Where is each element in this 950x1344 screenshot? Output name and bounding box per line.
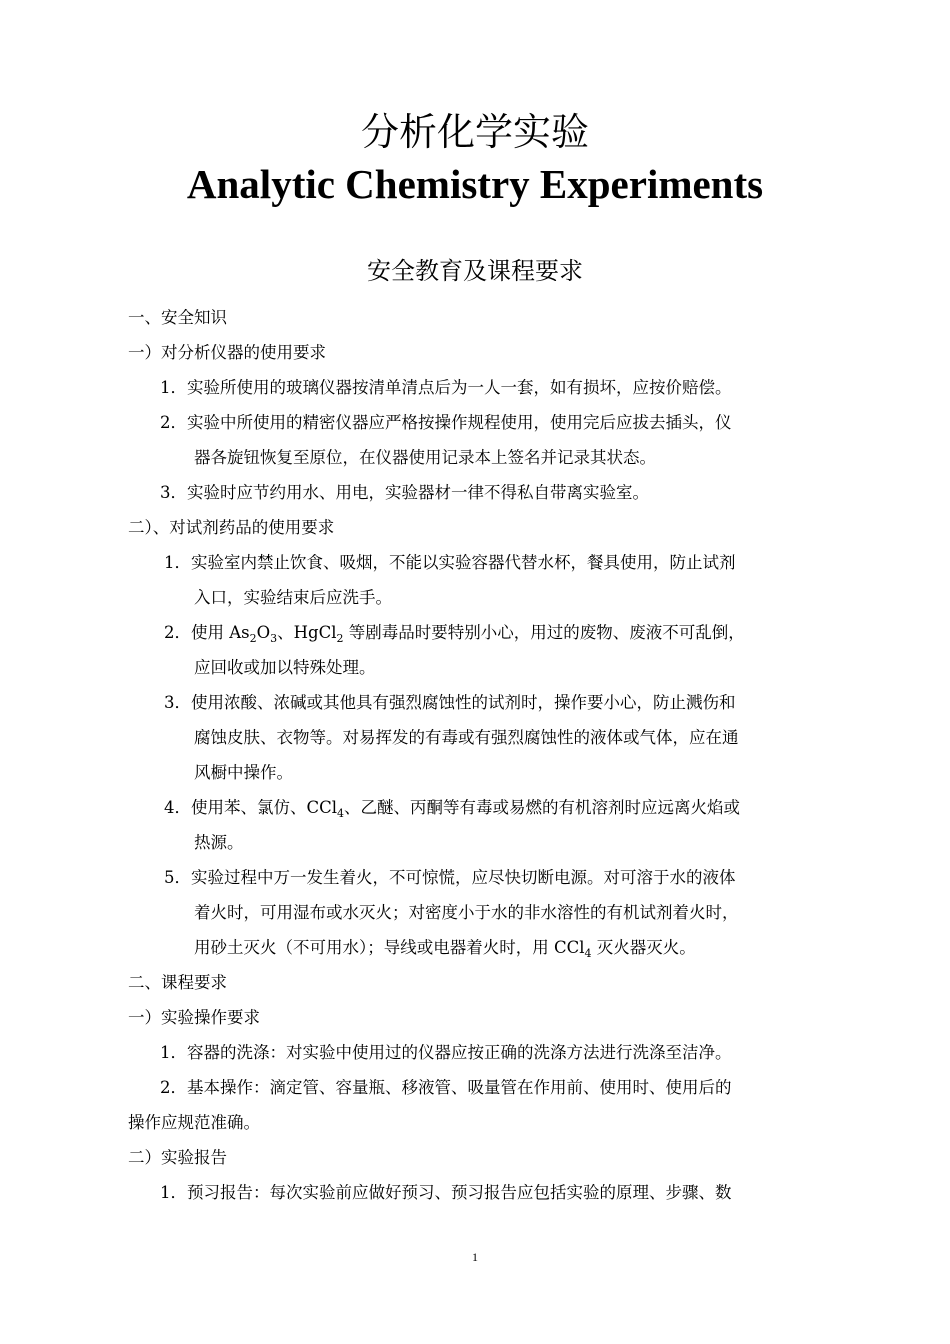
heading-instrument-requirements: 一）对分析仪器的使用要求 [128,343,326,362]
list-item-continuation: 应回收或加以特殊处理。 [194,658,376,677]
list-item: 1．实验室内禁止饮食、吸烟，不能以实验容器代替水杯，餐具使用，防止试剂 [164,553,736,572]
list-item-continuation: 风橱中操作。 [194,763,293,782]
list-item: 1．容器的洗涤：对实验中使用过的仪器应按正确的洗涤方法进行洗涤至洁净。 [160,1043,732,1062]
document-title-chinese: 分析化学实验 [360,110,589,154]
document-title-english: Analytic Chemistry Experiments [186,161,764,207]
heading-experiment-report: 二）实验报告 [128,1148,227,1167]
formula-hgcl2: 、HgCl$_2$ [277,623,344,645]
list-item: 2．基本操作：滴定管、容量瓶、移液管、吸量管在作用前、使用时、使用后的 [160,1078,732,1097]
page-number: 1 [472,1250,478,1264]
list-item-continuation-with-formula: 用砂土灭火（不可用水）；导线或电器着火时，用 CCl$_4$ 灭火器灭火。 [194,938,696,960]
list-item: 3．实验时应节约用水、用电，实验器材一律不得私自带离实验室。 [160,483,649,502]
formula-as2o3: $As_2O_3$ [229,623,278,645]
list-item: 1．预习报告：每次实验前应做好预习、预习报告应包括实验的原理、步骤、数 [160,1183,732,1202]
list-item-continuation: 着火时，可用湿布或水灭火；对密度小于水的非水溶性的有机试剂着火时， [194,903,739,922]
list-item-continuation: 操作应规范准确。 [128,1113,260,1132]
heading-reagent-requirements: 二）、对试剂药品的使用要求 [128,518,335,537]
heading-safety-knowledge: 一、安全知识 [128,308,227,327]
list-item-with-formula: 2．使用 $As_2O_3$、HgCl$_2$ 等剧毒品时要特别小心，用过的废物、废液不可乱倒， [164,623,745,645]
list-item-continuation: 器各旋钮恢复至原位，在仪器使用记录本上签名并记录其状态。 [194,448,656,467]
list-item: 2．实验中所使用的精密仪器应严格按操作规程使用，使用完后应拔去插头，仪 [160,413,732,432]
list-item-continuation: 入口，实验结束后应洗手。 [194,588,392,607]
list-item: 5．实验过程中万一发生着火，不可惊慌，应尽快切断电源。对可溶于水的液体 [164,868,736,887]
list-item-continuation: 热源。 [194,833,244,852]
heading-operation-requirements: 一）实验操作要求 [128,1008,260,1027]
list-item-with-formula: 4．使用苯、氯仿、CCl$_4$、乙醚、丙酮等有毒或易燃的有机溶剂时应远离火焰或 [164,798,741,820]
list-item: 3．使用浓酸、浓碱或其他具有强烈腐蚀性的试剂时，操作要小心，防止溅伤和 [164,693,736,712]
document-body [128,300,828,1210]
heading-course-requirements: 二、课程要求 [128,973,227,992]
list-item-continuation: 腐蚀皮肤、衣物等。对易挥发的有毒或有强烈腐蚀性的液体或气体，应在通 [194,728,739,747]
list-item: 1．实验所使用的玻璃仪器按清单清点后为一人一套，如有损坏，应按价赔偿。 [160,378,732,397]
section-subtitle: 安全教育及课程要求 [367,257,583,285]
